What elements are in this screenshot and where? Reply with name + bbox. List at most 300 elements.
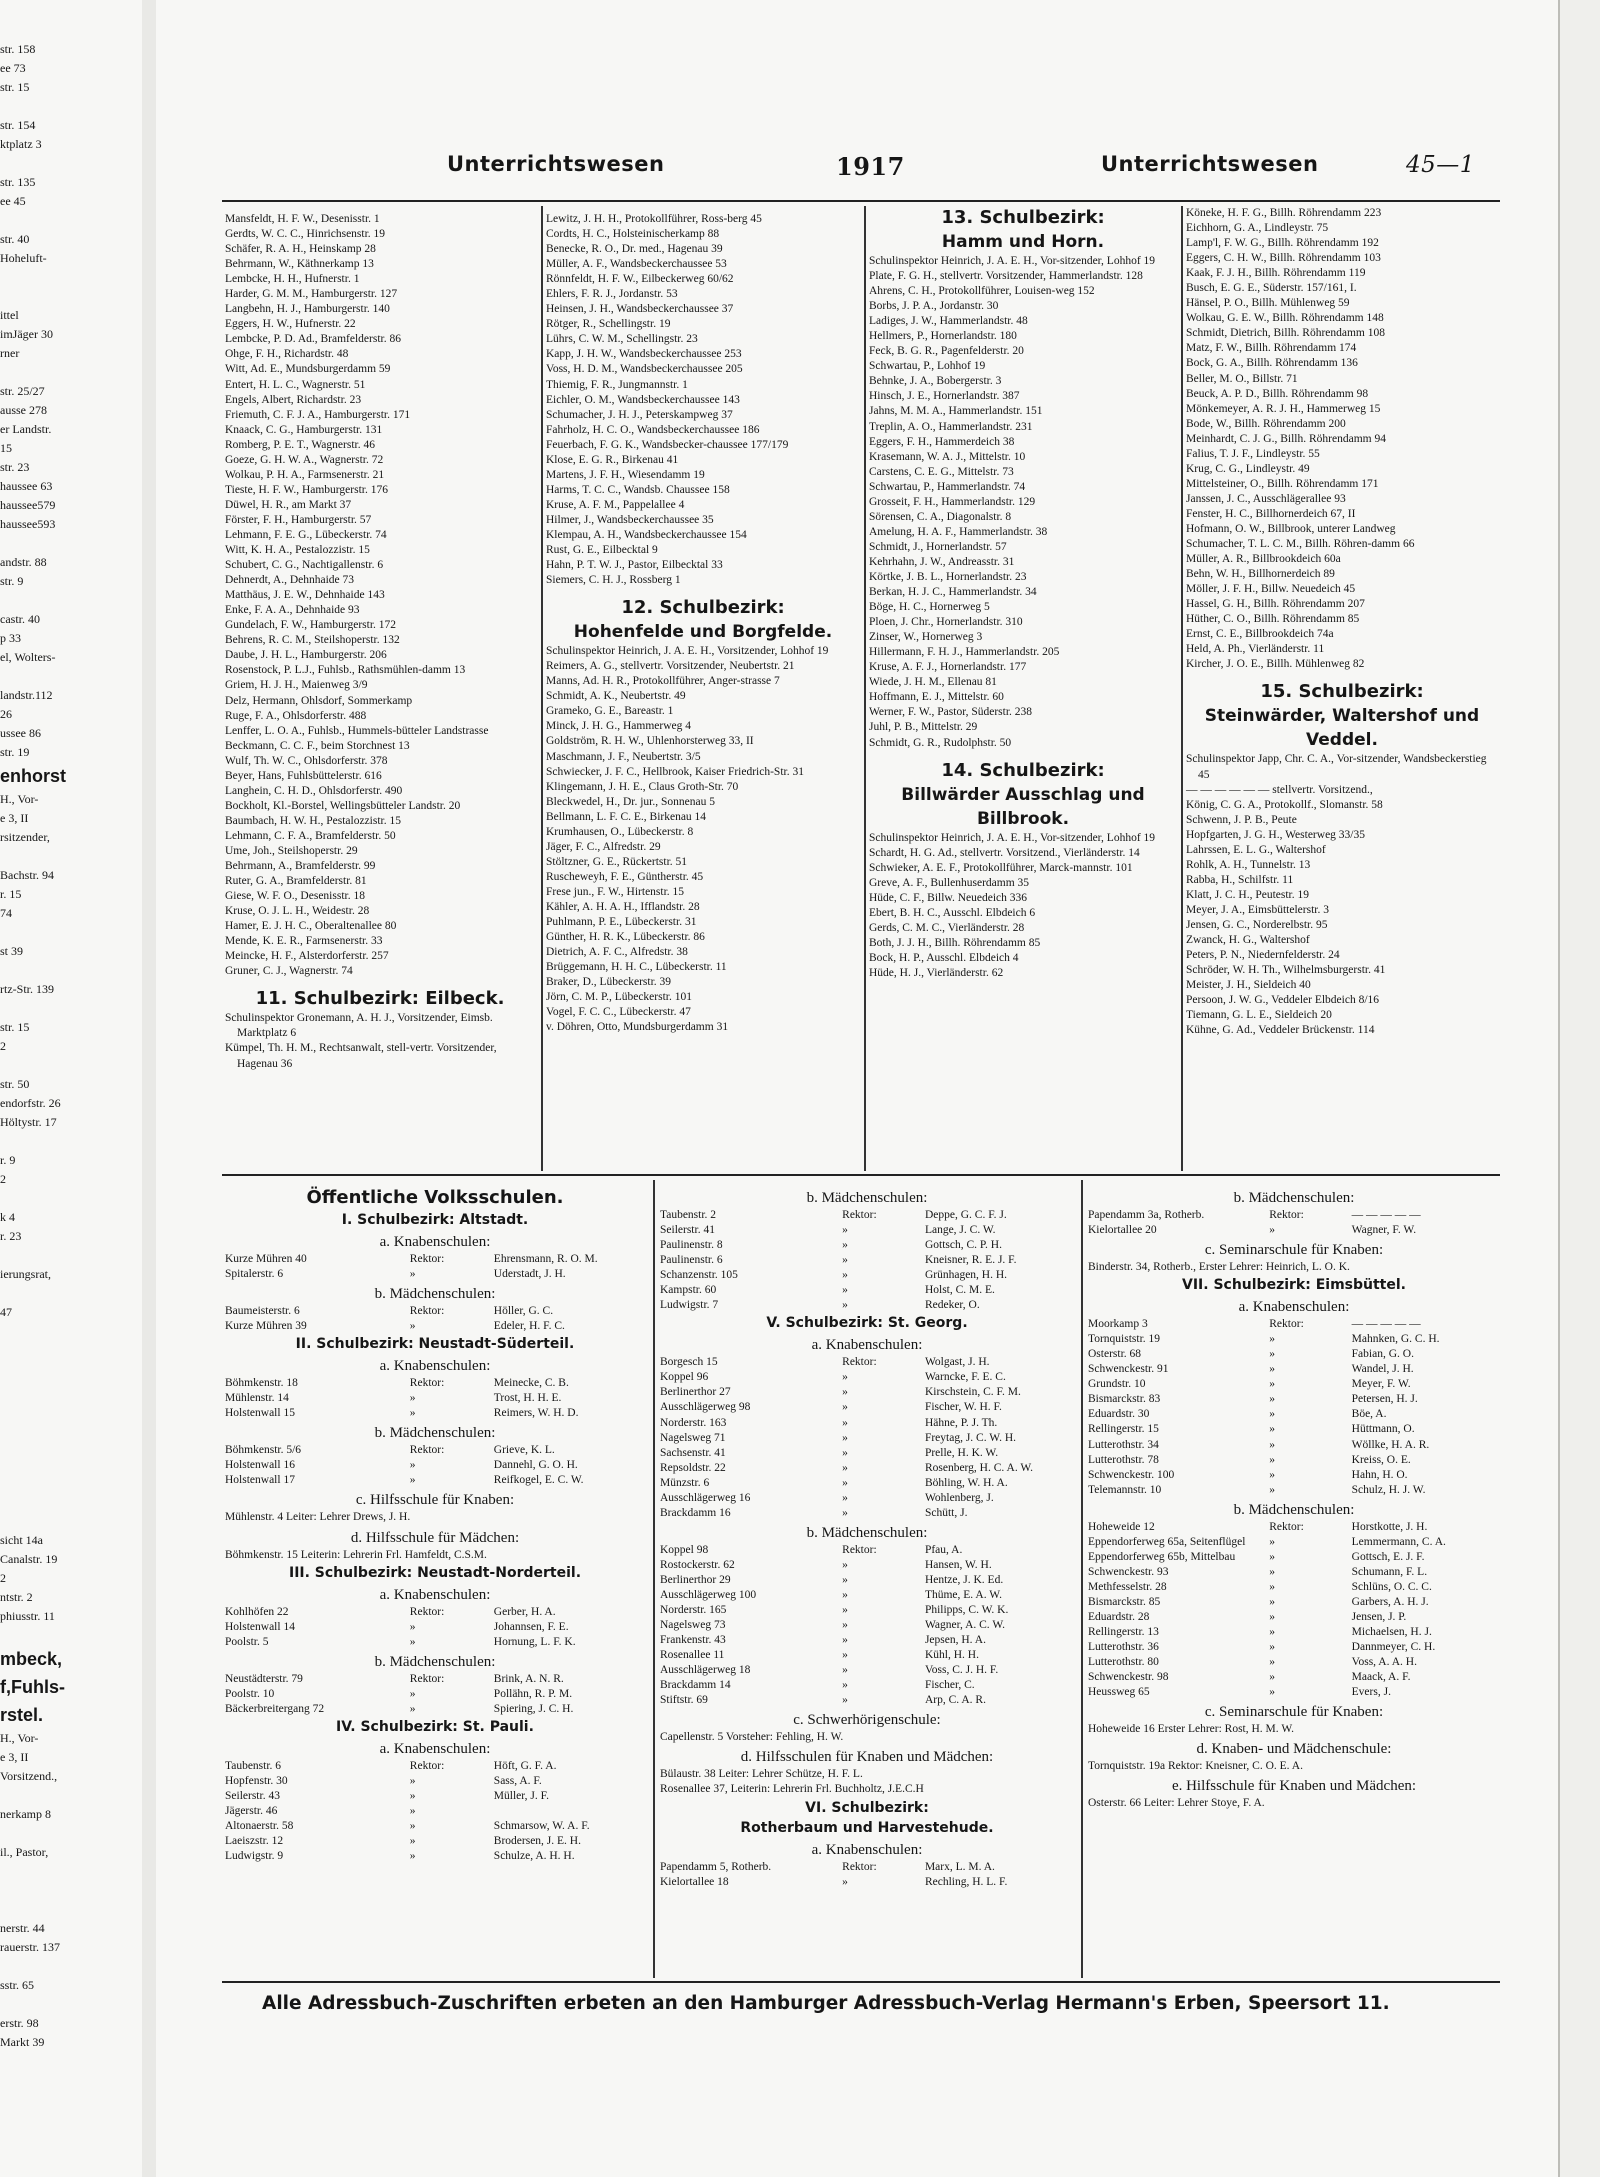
prev-page-text: str. 15	[0, 80, 30, 94]
directory-entry: Ume, Joh., Steilshoperstr. 29	[225, 844, 358, 857]
school-address: Ausschlägerweg 16	[660, 1491, 751, 1504]
prev-page-text: str. 50	[0, 1077, 30, 1091]
school-row	[660, 1461, 1074, 1476]
directory-entry: Eichhorn, G. A., Lindleystr. 75	[1186, 222, 1329, 235]
school-row	[225, 1672, 645, 1687]
school-head: Gottsch, E. J. F.	[1351, 1550, 1425, 1563]
school-address: Paulinenstr. 6	[660, 1254, 723, 1267]
school-role: Rektor:	[842, 1356, 877, 1369]
prev-page-text: str. 9	[0, 574, 24, 588]
school-address: Ausschlägerweg 100	[660, 1588, 757, 1601]
directory-entry: Beller, M. O., Billstr. 71	[1186, 372, 1298, 385]
directory-entry: Schäfer, R. A. H., Heinskamp 28	[225, 243, 376, 256]
school-role: »	[842, 1269, 848, 1282]
prev-page-text: str. 15	[0, 1020, 30, 1034]
district-15-subtitle: Steinwärder, Waltershof und Veddel.	[1204, 706, 1480, 751]
district-4-girls-schools	[660, 1208, 1074, 1313]
school-head: Ehrensmann, R. O. M.	[493, 1253, 598, 1265]
district-2-special-boys-heading: c. Hilfsschule für Knaben:	[355, 1492, 515, 1509]
district-2-girls-schools	[225, 1443, 645, 1488]
school-head: Brodersen, J. E. H.	[493, 1835, 581, 1848]
directory-entry: Feck, B. G. R., Pagenfelderstr. 20	[869, 345, 1024, 358]
directory-entry: Schwenn, J. P. B., Peute	[1186, 813, 1297, 826]
school-address: Bismarckstr. 83	[1088, 1393, 1161, 1406]
district-14-subtitle: Billwärder Ausschlag und Billbrook.	[901, 784, 1145, 829]
prev-page-text: castr. 40	[0, 612, 40, 626]
school-role: »	[1269, 1656, 1276, 1669]
school-address: Berlinerthor 29	[660, 1573, 731, 1586]
directory-entry: Kaak, F. J. H., Billh. Röhrendamm 119	[1186, 267, 1366, 280]
directory-entry: Vogel, F. C. C., Lübeckerstr. 47	[546, 1006, 691, 1019]
school-address: Jägerstr. 46	[225, 1804, 278, 1817]
school-role: »	[1269, 1641, 1276, 1654]
prev-page-text: 74	[0, 906, 12, 920]
directory-entry: Eggers, F. H., Hammerdeich 38	[869, 435, 1015, 448]
school-row	[1088, 1580, 1500, 1595]
school-role: »	[409, 1820, 416, 1833]
committee-list-13	[869, 254, 1177, 751]
school-row	[1088, 1422, 1500, 1437]
school-head: Jepsen, H. A.	[924, 1634, 986, 1647]
directory-entry: Schumacher, T. L. C. M., Billh. Röhren-damm 66	[1186, 538, 1415, 551]
directory-entry: Rötger, R., Schellingstr. 19	[546, 318, 671, 331]
directory-entry: Schwartau, P., Hammerlandstr. 74	[869, 480, 1026, 493]
directory-entry: Schwiecker, J. F. C., Hellbrook, Kaiser Friedrich-Str. 31	[546, 765, 804, 778]
district-6-seminar: Binderstr. 34, Rotherb., Erster Lehrer: Heinrich, L. O. K.	[1088, 1261, 1350, 1274]
school-address: Schanzenstr. 105	[660, 1269, 738, 1282]
school-row	[1088, 1377, 1500, 1392]
district-1-boys-heading: a. Knabenschulen:	[379, 1234, 491, 1250]
directory-entry: Langhein, C. H. D., Ohlsdorferstr. 490	[225, 784, 403, 797]
directory-entry: Gundelach, F. W., Hamburgerstr. 172	[225, 619, 397, 632]
district-3-girls-schools	[225, 1672, 645, 1717]
school-role: »	[409, 1407, 416, 1420]
directory-entry: Werner, F. W., Pastor, Süderstr. 238	[869, 706, 1033, 719]
prev-page-text: 47	[0, 1305, 12, 1319]
school-role: Rektor:	[409, 1759, 445, 1772]
column-rule-4	[653, 1180, 655, 1978]
school-address: Kohlhöfen 22	[225, 1605, 289, 1618]
prev-page-text: 2	[0, 1172, 6, 1186]
district-5-boys-schools	[660, 1355, 1074, 1521]
directory-entry: Lenffer, L. O. A., Fuhlsb., Hummels-bütteler Landstrasse	[225, 724, 489, 737]
school-head: Johannsen, F. E.	[493, 1620, 569, 1633]
column-3	[869, 206, 1177, 981]
directory-entry: Lührs, C. W. M., Schellingstr. 23	[546, 333, 698, 346]
district-1-girls-heading: b. Mädchenschulen:	[374, 1286, 496, 1303]
school-role: Rektor:	[409, 1377, 445, 1390]
directory-entry: Langbehn, H. J., Hamburgerstr. 140	[225, 303, 390, 316]
directory-entry: Schumacher, J. H. J., Peterskampweg 37	[546, 408, 733, 421]
school-head: Reimers, W. H. D.	[493, 1407, 579, 1420]
school-row	[660, 1476, 1074, 1491]
school-head: Uderstadt, J. H.	[493, 1268, 566, 1281]
directory-entry: — — — — — — stellvertr. Vorsitzend.,	[1186, 783, 1373, 796]
directory-entry: Müller, A. R., Billbrookdeich 60a	[1186, 553, 1341, 566]
district-4-boys-schools	[225, 1759, 645, 1864]
directory-entry: Bock, H. P., Ausschl. Elbdeich 4	[869, 951, 1019, 964]
directory-entry: Benecke, R. O., Dr. med., Hagenau 39	[546, 243, 723, 256]
directory-entry: Klose, E. G. R., Birkenau 41	[546, 453, 679, 466]
school-role: »	[1269, 1333, 1276, 1346]
directory-entry: Daube, J. H. L., Hamburgerstr. 206	[225, 649, 387, 662]
prev-page-text: ausse 278	[0, 403, 47, 417]
school-row	[660, 1283, 1074, 1298]
directory-entry: Rabba, H., Schilfstr. 11	[1186, 873, 1294, 886]
directory-entry: Jörn, C. M. P., Lübeckerstr. 101	[546, 991, 692, 1004]
directory-entry: Klatt, J. C. H., Peutestr. 19	[1186, 888, 1309, 901]
school-head: Trost, H. H. E.	[493, 1392, 562, 1405]
directory-entry: Persoon, J. W. G., Veddeler Elbdeich 8/16	[1186, 994, 1380, 1007]
school-address: Grundstr. 10	[1088, 1378, 1146, 1391]
directory-entry: Schmidt, J., Hornerlandstr. 57	[869, 540, 1007, 553]
school-head: Maack, A. F.	[1351, 1671, 1411, 1684]
prev-page-text: haussee593	[0, 517, 56, 531]
prev-page-text: Markt 39	[0, 2035, 45, 2049]
school-row	[1088, 1550, 1500, 1565]
district-6-seminar-heading: c. Seminarschule für Knaben:	[1204, 1242, 1384, 1259]
school-row	[660, 1875, 1074, 1890]
volksschulen-title: Öffentliche Volksschulen.	[306, 1187, 564, 1208]
directory-entry: Baumbach, H. W. H., Pestalozzistr. 15	[225, 814, 401, 827]
directory-entry: Martens, J. F. H., Wiesendamm 19	[546, 468, 705, 481]
school-head: Hornung, L. F. K.	[493, 1635, 576, 1648]
directory-entry: Schmidt, G. R., Rudolphstr. 50	[869, 736, 1012, 749]
prev-page-text: e 3, II	[0, 1750, 29, 1764]
school-head: Schütt, J.	[924, 1506, 968, 1519]
directory-entry: Rohlk, A. H., Tunnelstr. 13	[1186, 858, 1311, 871]
school-head: Hansen, W. H.	[924, 1558, 992, 1571]
district-7-boys-heading: a. Knabenschulen:	[1238, 1299, 1350, 1316]
district-2-special-girls: Böhmkenstr. 15 Leiterin: Lehrerin Frl. Hamfeldt, C.S.M.	[225, 1548, 487, 1561]
directory-entry: Gerds, C. M. C., Vierländerstr. 28	[869, 921, 1025, 934]
prev-page-text	[0, 591, 142, 610]
school-row	[1088, 1362, 1500, 1377]
prev-page-text	[0, 667, 142, 686]
district-6-girls-heading: b. Mädchenschulen:	[1233, 1190, 1355, 1206]
committee-list-14	[869, 831, 1177, 981]
school-role: »	[1269, 1580, 1276, 1593]
school-address: Kampstr. 60	[660, 1284, 717, 1297]
district-5-girls-schools	[660, 1543, 1074, 1709]
district-5-special-schools	[660, 1767, 1074, 1797]
volksschulen-column-3	[1088, 1186, 1500, 1811]
prev-page-text	[0, 1824, 142, 1843]
school-row	[1088, 1520, 1500, 1535]
previous-page-fragment	[0, 40, 145, 2049]
directory-entry: Carstens, C. E. G., Mittelstr. 73	[869, 465, 1014, 478]
school-address: Holstenwall 14	[225, 1620, 295, 1633]
school-address: Mühlenstr. 14	[225, 1392, 289, 1405]
directory-entry: Müller, A. F., Wandsbeckerchaussee 53	[546, 258, 727, 271]
district-2-special-boys: Mühlenstr. 4 Leiter: Lehrer Drews, J. H.	[225, 1511, 411, 1524]
school-role: »	[1269, 1626, 1276, 1639]
prev-page-text	[0, 1132, 142, 1151]
school-address: Stiftstr. 69	[660, 1694, 708, 1707]
directory-entry: Goldström, R. H. W., Uhlenhorsterweg 33, II	[546, 735, 754, 748]
prev-page-text: 15	[0, 441, 12, 455]
school-role: »	[842, 1588, 848, 1601]
prev-page-text: mbeck,	[0, 1649, 63, 1669]
directory-entry: Kapp, J. H. W., Wandsbeckerchaussee 253	[546, 348, 742, 361]
directory-entry: Kruse, A. F. M., Pappelallee 4	[546, 498, 685, 511]
school-address: Lutterothstr. 78	[1088, 1453, 1159, 1466]
school-head: Philipps, C. W. K.	[924, 1604, 1009, 1617]
directory-entry: Bleckwedel, H., Dr. jur., Sonnenau 5	[546, 795, 715, 808]
school-row	[1088, 1438, 1500, 1453]
school-role: »	[842, 1371, 848, 1384]
school-head: Schlüns, O. C. C.	[1351, 1580, 1432, 1593]
prev-page-text: ktplatz 3	[0, 137, 42, 151]
prev-page-text	[0, 1995, 142, 2014]
prev-page-text: endorfstr. 26	[0, 1096, 61, 1110]
school-role: »	[409, 1320, 416, 1333]
school-row	[225, 1473, 645, 1488]
school-row	[660, 1618, 1074, 1633]
school-row	[225, 1304, 645, 1319]
school-address: Holstenwall 16	[225, 1459, 295, 1472]
school-role: »	[842, 1679, 848, 1692]
directory-entry: Krug, C. G., Lindleystr. 49	[1186, 462, 1310, 475]
directory-entry: Rönnfeldt, H. F. W., Eilbeckerweg 60/62	[546, 273, 734, 286]
prev-page-text: ierungsrat,	[0, 1267, 51, 1281]
directory-entry: Eggers, C. H. W., Billh. Röhrendamm 103	[1186, 252, 1381, 265]
district-5-special-heading: d. Hilfsschulen für Knaben und Mädchen:	[740, 1749, 994, 1766]
book-gutter	[142, 0, 156, 2177]
directory-entry: Lehmann, C. F. A., Bramfelderstr. 50	[225, 829, 396, 842]
directory-entry: Mende, K. E. R., Farmsenerstr. 33	[225, 935, 383, 948]
header-rule	[222, 200, 1500, 202]
directory-entry: Dehnerdt, A., Dehnhaide 73	[225, 574, 355, 587]
prev-page-text	[0, 211, 142, 230]
school-address: Taubenstr. 2	[660, 1209, 717, 1221]
prev-page-text: Canalstr. 19	[0, 1552, 58, 1566]
directory-entry: Eggers, H. W., Hufnerstr. 22	[225, 318, 356, 331]
district-5-hearing-school: Capellenstr. 5 Vorsteher: Fehling, H. W.	[660, 1731, 844, 1744]
school-address: Schwenckestr. 93	[1088, 1565, 1169, 1578]
directory-entry: Köneke, H. F. G., Billh. Röhrendamm 223	[1186, 207, 1382, 219]
running-head-right: Unterrichtswesen	[1101, 152, 1319, 176]
directory-entry: Hillermann, F. H. J., Hammerlandstr. 205	[869, 646, 1060, 659]
prev-page-text: Vorsitzend.,	[0, 1769, 58, 1783]
school-head: Marx, L. M. A.	[924, 1860, 995, 1873]
school-address: Lutterothstr. 36	[1088, 1641, 1159, 1654]
school-row	[660, 1678, 1074, 1693]
school-address: Seilerstr. 43	[225, 1789, 280, 1802]
directory-entry: Gerdts, W. C. C., Hinrichsenstr. 19	[225, 228, 386, 241]
school-head: Hähne, P. J. Th.	[924, 1416, 998, 1429]
prev-page-text	[0, 1474, 142, 1493]
school-role: »	[842, 1604, 848, 1617]
school-role: »	[409, 1774, 416, 1787]
directory-entry: Ploen, J. Chr., Hornerlandstr. 310	[869, 616, 1023, 629]
school-address: Altonaerstr. 58	[225, 1820, 294, 1833]
prev-page-text	[0, 1284, 142, 1303]
school-role: »	[842, 1875, 848, 1888]
school-address: Repsoldstr. 22	[660, 1461, 726, 1474]
school-address: Brackdamm 16	[660, 1506, 731, 1519]
school-address: Spitalerstr. 6	[225, 1268, 284, 1281]
prev-page-text	[0, 847, 142, 866]
school-row	[1088, 1535, 1500, 1550]
committee-list-11	[225, 1011, 535, 1071]
prev-page-text: k 4	[0, 1210, 15, 1224]
directory-entry: Borbs, J. P. A., Jordanstr. 30	[869, 300, 999, 313]
prev-page-text: r. 15	[0, 887, 22, 901]
school-address: Rostockerstr. 62	[660, 1558, 735, 1571]
school-head: Kirschstein, C. F. M.	[924, 1386, 1021, 1399]
school-role: »	[1269, 1671, 1276, 1684]
school-row	[660, 1663, 1074, 1678]
school-row	[1088, 1332, 1500, 1347]
school-row	[660, 1416, 1074, 1431]
school-head: Lemmermann, C. A.	[1351, 1535, 1446, 1548]
directory-entry: Beyer, Hans, Fuhlsbüttelerstr. 616	[225, 769, 382, 782]
directory-entry: Tieste, H. F. W., Hamburgerstr. 176	[225, 483, 388, 496]
directory-entry: Lahrssen, E. L. G., Waltershof	[1186, 843, 1326, 856]
school-head: Brink, A. N. R.	[493, 1672, 564, 1685]
school-head: — — — — —	[1351, 1318, 1421, 1331]
school-row	[1088, 1640, 1500, 1655]
school-row	[225, 1702, 645, 1717]
school-address: Sachsenstr. 41	[660, 1446, 726, 1459]
school-address: Nagelsweg 71	[660, 1431, 726, 1444]
volksschulen-column-2	[660, 1186, 1074, 1890]
school-head: Fischer, W. H. F.	[924, 1401, 1002, 1414]
committee-list-14-cont	[1186, 206, 1498, 672]
school-row	[225, 1819, 645, 1834]
directory-entry: Schulinspektor Japp, Chr. C. A., Vor-sitzender, Wandsbeckerstieg 45	[1186, 753, 1487, 781]
school-role: »	[842, 1664, 848, 1677]
prev-page-text: sstr. 65	[0, 1978, 35, 1992]
prev-page-text	[0, 268, 142, 287]
school-row	[1088, 1655, 1500, 1670]
directory-entry: Friemuth, C. F. J. A., Hamburgerstr. 171	[225, 408, 411, 421]
school-role: »	[1269, 1363, 1276, 1376]
school-head: Evers, J.	[1351, 1686, 1391, 1699]
school-head: Warncke, F. E. C.	[924, 1371, 1006, 1384]
directory-entry: Kehrhahn, J. W., Andreasstr. 31	[869, 555, 1015, 568]
school-role: »	[842, 1634, 848, 1647]
prev-page-text	[0, 1398, 142, 1417]
school-head: Schulze, A. H. H.	[493, 1850, 575, 1863]
school-head: Thüme, E. A. W.	[924, 1588, 1002, 1601]
directory-entry: Griem, H. J. H., Maienweg 3/9	[225, 679, 368, 692]
directory-entry: Wiede, J. H. M., Ellenau 81	[869, 676, 997, 689]
directory-entry: Cordts, H. C., Holsteinischerkamp 88	[546, 228, 720, 241]
directory-entry: Rosenstock, P. L.J., Fuhlsb., Rathsmühlen-damm 13	[225, 664, 466, 677]
school-head: Müller, J. F.	[493, 1789, 549, 1802]
school-address: Schwenckestr. 100	[1088, 1468, 1175, 1481]
prev-page-text	[0, 961, 142, 980]
school-role: »	[409, 1702, 416, 1715]
school-row	[660, 1355, 1074, 1370]
directory-entry: Delz, Hermann, Ohlsdorf, Sommerkamp	[225, 694, 413, 707]
school-address: Heussweg 65	[1088, 1686, 1150, 1699]
school-role: »	[842, 1416, 848, 1429]
school-row	[1088, 1468, 1500, 1483]
district-1-girls-schools	[225, 1304, 645, 1334]
directory-entry: Behrmann, W., Käthnerkamp 13	[225, 258, 374, 271]
district-2-special-girls-heading: d. Hilfsschule für Mädchen:	[350, 1529, 520, 1546]
district-2-title: II. Schulbezirk: Neustadt-Süderteil.	[295, 1336, 575, 1353]
prev-page-text: ntstr. 2	[0, 1590, 33, 1604]
prev-page-text: enhorst	[0, 766, 67, 786]
directory-entry: v. Döhren, Otto, Mundsburgerdamm 31	[546, 1021, 729, 1034]
directory-entry: Fahrholz, H. C. O., Wandsbeckerchaussee 186	[546, 423, 760, 436]
school-role: »	[842, 1573, 848, 1586]
school-row	[225, 1319, 645, 1334]
school-head: Horstkotte, J. H.	[1351, 1520, 1428, 1533]
directory-entry: Hellmers, P., Hornerlandstr. 180	[869, 330, 1017, 343]
directory-entry: Beuck, A. P. D., Billh. Röhrendamm 98	[1186, 387, 1369, 400]
directory-entry: Ebert, B. H. C., Ausschl. Elbdeich 6	[869, 906, 1036, 919]
directory-entry: Mönkemeyer, A. R. J. H., Hammerweg 15	[1186, 402, 1381, 415]
directory-entry: Gruner, C. J., Wagnerstr. 74	[225, 965, 353, 978]
district-2-girls-heading: b. Mädchenschulen:	[374, 1425, 496, 1442]
school-role: »	[1269, 1393, 1276, 1406]
school-role: »	[409, 1268, 416, 1281]
directory-entry: Schulinspektor Gronemann, A. H. J., Vorsitzender, Eimsb. Marktplatz 6	[225, 1012, 493, 1040]
school-address: Ludwigstr. 9	[225, 1850, 284, 1863]
school-head: Wagner, A. C. W.	[924, 1619, 1006, 1632]
school-role: Rektor:	[409, 1305, 445, 1318]
district-1-title: I. Schulbezirk: Altstadt.	[341, 1212, 529, 1228]
school-row	[660, 1253, 1074, 1268]
school-role: »	[409, 1635, 416, 1648]
directory-entry: Hinsch, J. E., Hornerlandstr. 387	[869, 390, 1020, 403]
directory-entry: Harms, T. C. C., Wandsb. Chaussee 158	[546, 483, 730, 496]
school-role: »	[842, 1649, 848, 1662]
school-head: Meinecke, C. B.	[493, 1377, 569, 1390]
school-head: Arp, C. A. R.	[924, 1694, 986, 1707]
directory-entry: Meyer, J. A., Eimsbüttelerstr. 3	[1186, 903, 1329, 916]
directory-entry: Behnke, J. A., Bobergerstr. 3	[869, 375, 1002, 388]
school-address: Eppendorferweg 65a, Seitenflügel	[1088, 1535, 1246, 1548]
prev-page-text: str. 154	[0, 118, 36, 132]
prev-page-text: ee 45	[0, 194, 26, 208]
school-head: Hahn, H. O.	[1351, 1468, 1408, 1481]
school-address: Ausschlägerweg 18	[660, 1664, 751, 1677]
page-number: 45—1	[1406, 152, 1475, 178]
directory-entry: Harder, G. M. M., Hamburgerstr. 127	[225, 288, 398, 301]
school-address: Paulinenstr. 8	[660, 1239, 723, 1252]
prev-page-text	[0, 97, 142, 116]
directory-entry: Schwartau, P., Lohhof 19	[869, 360, 986, 373]
directory-entry: Kähler, A. H. A. H., Ifflandstr. 28	[546, 900, 700, 913]
school-role: Rektor:	[1269, 1520, 1304, 1533]
school-row	[660, 1506, 1074, 1521]
directory-entry: Matz, F. W., Billh. Röhrendamm 174	[1186, 342, 1357, 355]
school-head: Grünhagen, H. H.	[924, 1269, 1008, 1282]
column-4	[1186, 206, 1498, 1038]
school-role: Rektor:	[409, 1605, 445, 1618]
school-row	[660, 1385, 1074, 1400]
directory-entry: Hofmann, O. W., Billbrook, unterer Landweg	[1186, 522, 1396, 535]
school-head: Prelle, H. K. W.	[924, 1446, 999, 1459]
school-head: Holst, C. M. E.	[924, 1284, 995, 1297]
directory-entry: Hamer, E. J. H. C., Oberaltenallee 80	[225, 920, 397, 933]
school-role: »	[842, 1506, 848, 1519]
school-role: »	[409, 1687, 416, 1700]
directory-entry: Klempau, A. H., Wandsbeckerchaussee 154	[546, 528, 747, 541]
directory-entry: Reimers, A. G., stellvertr. Vorsitzender, Neubertstr. 21	[546, 660, 795, 673]
prev-page-text: nerkamp 8	[0, 1807, 51, 1821]
school-role: »	[1269, 1483, 1276, 1496]
school-row	[660, 1208, 1074, 1223]
school-row	[225, 1804, 645, 1819]
school-row	[225, 1458, 645, 1473]
